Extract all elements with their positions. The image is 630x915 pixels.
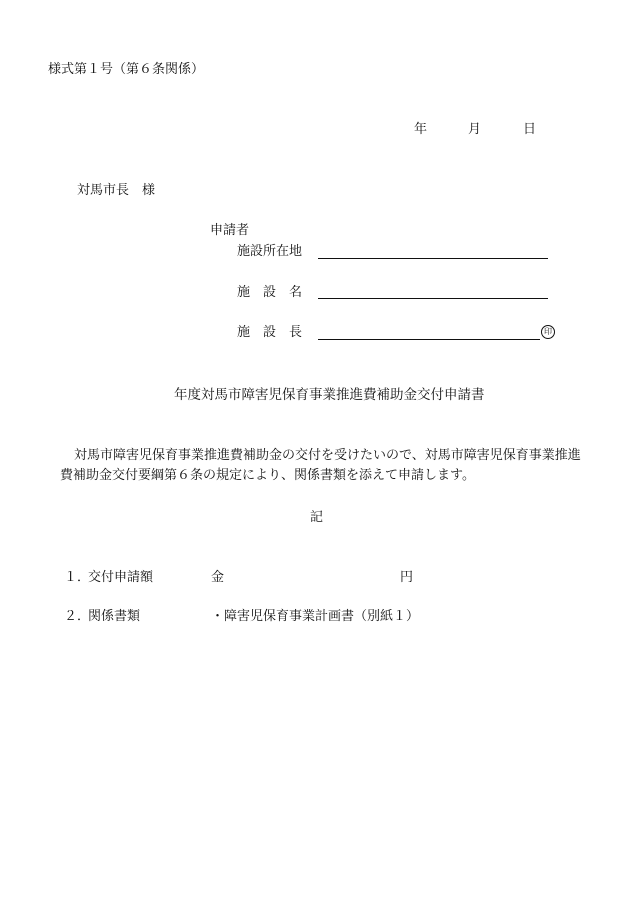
date-month-label: 月 xyxy=(468,122,482,137)
date-year-label: 年 xyxy=(414,122,428,137)
facility-head-field[interactable] xyxy=(318,339,540,340)
facility-address-label: 施設所在地 xyxy=(237,244,303,259)
facility-name-field[interactable] xyxy=(318,298,548,299)
document-title: 年度対馬市障害児保育事業推進費補助金交付申請書 xyxy=(174,387,485,403)
item-2-label: 関係書類 xyxy=(88,609,141,624)
facility-name-label: 施 設 名 xyxy=(237,285,303,300)
item-1-number: １． xyxy=(64,570,91,585)
item-1-label: 交付申請額 xyxy=(88,570,154,585)
applicant-label: 申請者 xyxy=(210,223,250,238)
item-1-amount-suffix: 円 xyxy=(400,570,414,585)
facility-head-label: 施 設 長 xyxy=(237,325,303,340)
body-text: 対馬市障害児保育事業推進費補助金の交付を受けたいので、対馬市障害児保育事業推進費補助金交付要綱第６条の規定により、関係書類を添えて申請します。 xyxy=(60,448,581,483)
date-day-label: 日 xyxy=(523,122,537,137)
form-number: 様式第１号（第６条関係） xyxy=(48,62,205,77)
item-2-number: ２． xyxy=(64,609,91,624)
facility-address-field[interactable] xyxy=(318,258,548,259)
item-1-amount-prefix: 金 xyxy=(211,570,225,585)
seal-icon: 印 xyxy=(541,325,555,339)
addressee: 対馬市長 様 xyxy=(77,183,156,198)
note-heading: 記 xyxy=(310,510,324,525)
item-2-value: ・障害児保育事業計画書（別紙１） xyxy=(211,609,420,624)
